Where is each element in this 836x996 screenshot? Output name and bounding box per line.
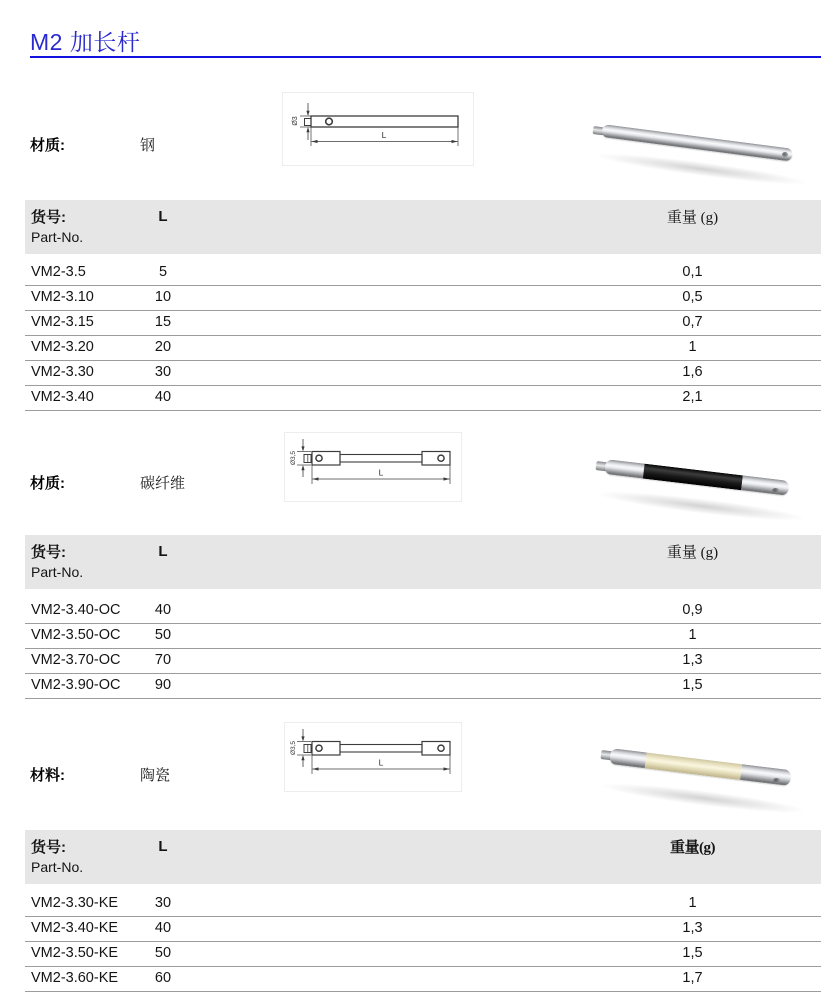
rod-collar-right bbox=[422, 452, 450, 466]
material-label-carbon: 材质: bbox=[30, 475, 65, 492]
length-cell: 5 bbox=[158, 264, 168, 280]
weight-cell: 0,9 bbox=[682, 602, 703, 618]
length-cell: 15 bbox=[154, 314, 172, 330]
length-cell: 50 bbox=[154, 945, 172, 961]
part-no-cell: VM2-3.60-KE bbox=[31, 970, 119, 986]
table-header bbox=[25, 535, 821, 589]
rod-hole bbox=[773, 778, 780, 783]
part-no-cell: VM2-3.40-KE bbox=[31, 920, 119, 936]
technical-drawing-carbon-rod bbox=[284, 432, 462, 502]
dimension-arrow-icon bbox=[301, 736, 304, 741]
table-row bbox=[25, 361, 821, 386]
table-row bbox=[25, 599, 821, 624]
rod-shaft bbox=[340, 455, 422, 463]
parts-table-ceramic bbox=[25, 830, 821, 992]
table-row bbox=[25, 336, 821, 361]
length-cell: 60 bbox=[154, 970, 172, 986]
table-row bbox=[25, 892, 821, 917]
rod-hole bbox=[782, 152, 788, 157]
length-dimension-label: L bbox=[381, 130, 387, 140]
weight-cell: 2,1 bbox=[682, 389, 703, 405]
col-header-weight: 重量 (g) bbox=[666, 210, 719, 226]
dimension-arrow-icon bbox=[313, 477, 319, 480]
col-header-part-no: 货号: bbox=[31, 209, 66, 226]
length-cell: 20 bbox=[154, 339, 172, 355]
dimension-arrow-icon bbox=[452, 140, 458, 143]
length-cell: 40 bbox=[154, 389, 172, 405]
part-no-cell: VM2-3.15 bbox=[31, 314, 94, 330]
diameter-dimension-label: Ø3,5 bbox=[290, 740, 297, 756]
table-row bbox=[25, 942, 821, 967]
table-row bbox=[25, 967, 821, 992]
dimension-arrow-icon bbox=[312, 140, 318, 143]
rod-stub-outline bbox=[305, 119, 312, 126]
weight-cell: 0,7 bbox=[682, 314, 703, 330]
title-underline bbox=[30, 56, 821, 58]
table-row bbox=[25, 386, 821, 411]
col-header-part-no-sub: Part-No. bbox=[31, 859, 84, 875]
weight-cell: 1,5 bbox=[682, 945, 703, 961]
part-no-cell: VM2-3.10 bbox=[31, 289, 94, 305]
length-cell: 30 bbox=[154, 364, 172, 380]
weight-cell: 1 bbox=[688, 627, 697, 643]
dimension-arrow-icon bbox=[301, 465, 304, 470]
table-row bbox=[25, 674, 821, 699]
col-header-length: L bbox=[158, 543, 168, 560]
part-no-cell: VM2-3.70-OC bbox=[31, 652, 121, 668]
weight-cell: 1,6 bbox=[682, 364, 703, 380]
table-header bbox=[25, 200, 821, 254]
technical-drawing-steel-rod bbox=[282, 92, 474, 166]
diameter-dimension-label: Ø3 bbox=[292, 116, 299, 126]
weight-cell: 1 bbox=[688, 339, 697, 355]
carbon-rod bbox=[604, 459, 789, 496]
col-header-part-no-sub: Part-No. bbox=[31, 564, 84, 580]
dimension-arrow-icon bbox=[306, 127, 309, 132]
col-header-weight: 重量 (g) bbox=[666, 545, 719, 561]
ceramic-rod bbox=[609, 748, 792, 786]
material-label-ceramic: 材料: bbox=[30, 767, 65, 784]
part-no-cell: VM2-3.50-KE bbox=[31, 945, 119, 961]
weight-cell: 1,3 bbox=[682, 920, 703, 936]
col-header-part-no: 货号: bbox=[31, 544, 66, 561]
rod-collar-right bbox=[422, 742, 450, 756]
table-row bbox=[25, 311, 821, 336]
table-row bbox=[25, 649, 821, 674]
table-row bbox=[25, 917, 821, 942]
material-value-carbon: 碳纤维 bbox=[140, 475, 186, 492]
ceramic-rod-photo bbox=[560, 712, 830, 824]
length-cell: 40 bbox=[154, 920, 172, 936]
weight-cell: 1,7 bbox=[682, 970, 703, 986]
diameter-dimension-label: Ø3,5 bbox=[290, 450, 297, 466]
length-dimension-label: L bbox=[378, 757, 384, 768]
col-header-part-no: 货号: bbox=[31, 839, 66, 856]
part-no-cell: VM2-3.30-KE bbox=[31, 895, 119, 911]
table-header bbox=[25, 830, 821, 884]
weight-cell: 1 bbox=[688, 895, 697, 911]
technical-drawing-ceramic-rod bbox=[284, 722, 462, 792]
dimension-arrow-icon bbox=[444, 767, 450, 770]
rod-hole bbox=[772, 488, 779, 493]
length-cell: 30 bbox=[154, 895, 172, 911]
parts-table-carbon bbox=[25, 535, 821, 699]
length-cell: 50 bbox=[154, 627, 172, 643]
part-no-cell: VM2-3.20 bbox=[31, 339, 94, 355]
length-dimension-label: L bbox=[378, 467, 384, 478]
part-no-cell: VM2-3.90-OC bbox=[31, 677, 121, 693]
table-row bbox=[25, 624, 821, 649]
dimension-arrow-icon bbox=[444, 477, 450, 480]
part-no-cell: VM2-3.5 bbox=[31, 264, 86, 280]
dimension-arrow-icon bbox=[313, 767, 319, 770]
length-cell: 70 bbox=[154, 652, 172, 668]
part-no-cell: VM2-3.50-OC bbox=[31, 627, 121, 643]
carbon-rod-photo bbox=[560, 428, 830, 540]
parts-table-steel bbox=[25, 200, 821, 411]
col-header-weight: 重量(g) bbox=[670, 840, 715, 856]
part-no-cell: VM2-3.30 bbox=[31, 364, 94, 380]
page-title: M2 加长杆 bbox=[30, 29, 141, 55]
material-value-steel: 钢 bbox=[140, 137, 156, 154]
length-cell: 10 bbox=[154, 289, 172, 305]
part-no-cell: VM2-3.40-OC bbox=[31, 602, 121, 618]
col-header-part-no-sub: Part-No. bbox=[31, 229, 84, 245]
steel-rod-photo bbox=[560, 90, 830, 202]
rod-hole-outline bbox=[326, 118, 333, 125]
dimension-arrow-icon bbox=[306, 111, 309, 116]
table-row bbox=[25, 261, 821, 286]
table-row bbox=[25, 286, 821, 311]
weight-cell: 1,3 bbox=[682, 652, 703, 668]
part-no-cell: VM2-3.40 bbox=[31, 389, 94, 405]
rod-shaft bbox=[340, 745, 422, 753]
length-cell: 40 bbox=[154, 602, 172, 618]
length-cell: 90 bbox=[154, 677, 172, 693]
col-header-length: L bbox=[158, 208, 168, 225]
material-value-ceramic: 陶瓷 bbox=[140, 767, 171, 784]
weight-cell: 1,5 bbox=[682, 677, 703, 693]
dimension-arrow-icon bbox=[301, 755, 304, 760]
col-header-length: L bbox=[158, 838, 168, 855]
weight-cell: 0,5 bbox=[682, 289, 703, 305]
material-label-steel: 材质: bbox=[30, 137, 65, 154]
dimension-arrow-icon bbox=[301, 446, 304, 451]
weight-cell: 0,1 bbox=[682, 264, 703, 280]
